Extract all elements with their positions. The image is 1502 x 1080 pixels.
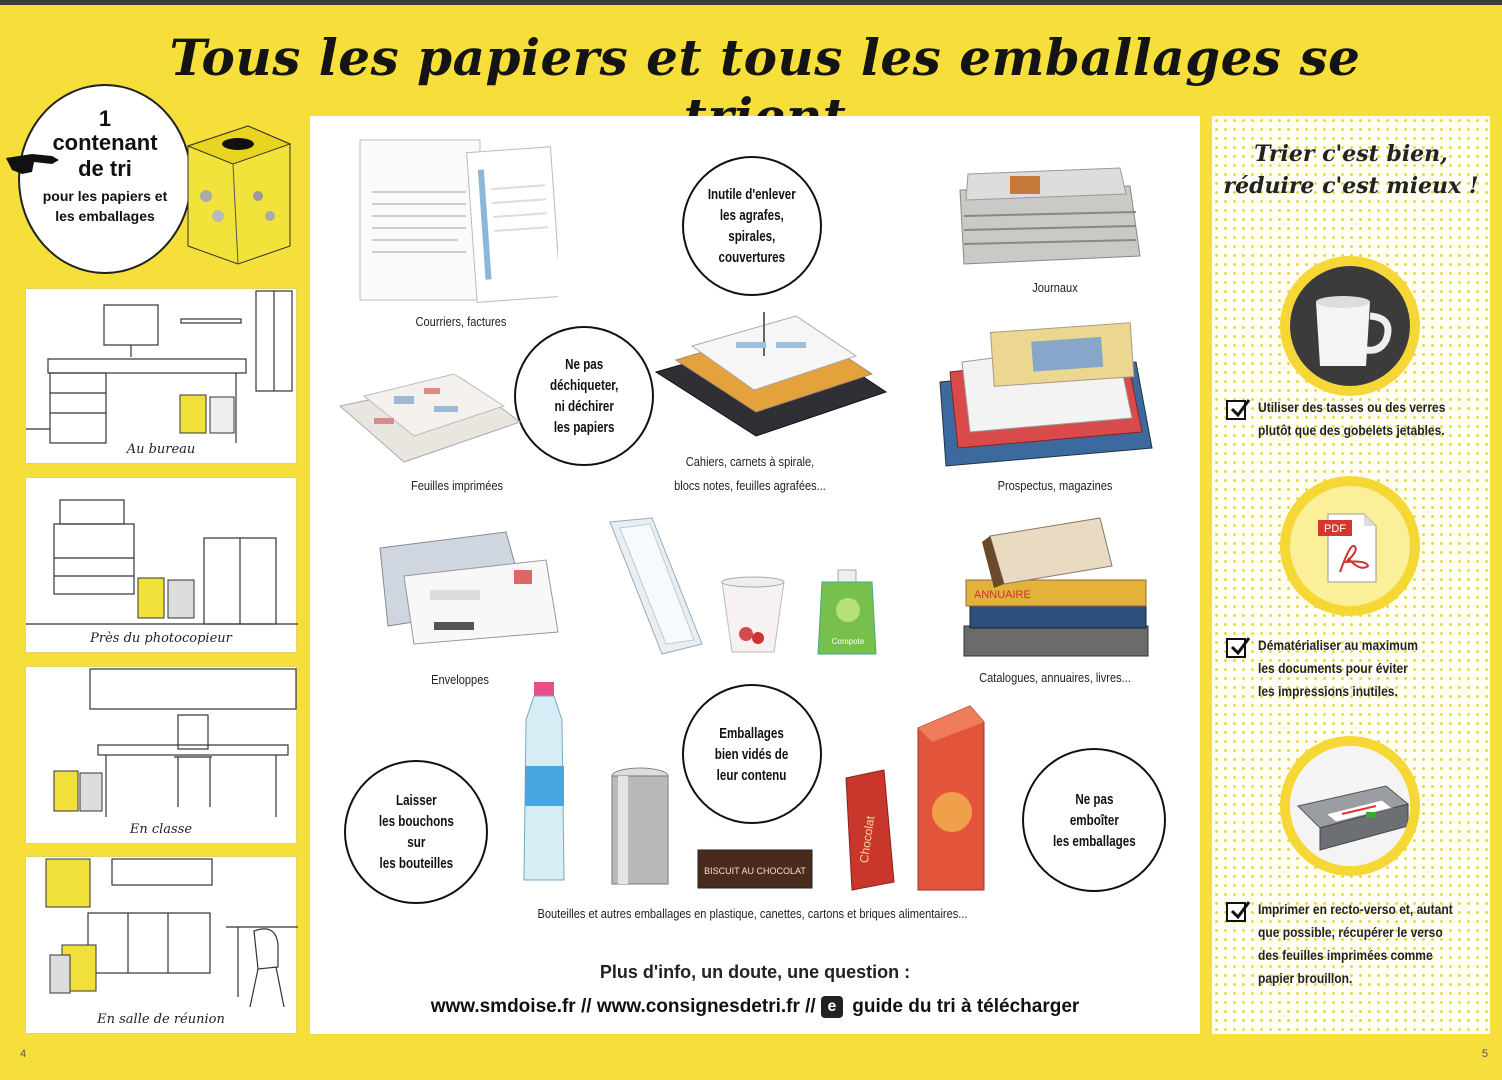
tip-text: Dématérialiser au maximum [1258,637,1418,653]
website-links[interactable]: www.smdoise.fr // www.consignesdetri.fr // [430,996,816,1018]
catalogues-photo [960,516,1160,666]
scene-caption: Au bureau [126,442,196,457]
circle-text: emboîter [1069,811,1119,829]
annuaire-text: ANNUAIRE [974,589,1031,601]
info-question: Plus d'info, un doute, une question : [599,962,911,982]
tip-text: Imprimer en recto-verso et, autant [1258,901,1453,917]
copier-drawing [26,478,298,654]
bubble-word-2: de tri [78,156,132,181]
mug-photo [1290,266,1410,386]
reduce-title-line: réduire c'est mieux ! [1223,173,1479,199]
biscuit-pack-photo [696,844,814,892]
top-border [0,0,1502,5]
circle-text: sur [406,834,426,851]
circle-text: ni déchirer [554,398,614,415]
scene-copier [25,477,297,653]
bubble-number: 1 [98,106,112,131]
circle-text: déchiqueter, [549,377,619,394]
biscuit-text: BISCUIT AU CHOCOLAT [704,866,806,876]
printer-icon [1290,746,1410,866]
tip-text: que possible, récupérer le verso [1258,924,1443,940]
tip-text: les documents pour éviter [1258,660,1408,676]
circle-text: Laisser [395,792,437,809]
circle-text: les agrafes, [720,207,784,224]
tip-text: plutôt que des gobelets jetables. [1258,422,1445,438]
water-bottle-photo [516,680,572,890]
circle-text: spirales, [728,228,776,245]
label-enveloppes: Enveloppes [431,672,489,687]
tip-circle-staples [682,156,822,296]
bubble-word: contenant [52,130,158,155]
envelopes-photo [374,526,564,646]
label-journaux: Journaux [1032,280,1078,295]
compote-text: Compote [831,637,865,646]
circle-text: les bouchons [378,813,454,830]
tip-text: papier brouillon. [1258,970,1353,986]
pointing-hand-icon [4,140,64,180]
circle-text: couvertures [718,249,786,266]
label-prospectus: Prospectus, magazines [997,478,1113,493]
tip-duplex [1226,898,1486,990]
printer-photo [1290,746,1410,866]
pdf-text: PDF [1324,523,1346,535]
checkbox-icon [1226,400,1246,420]
scene-office [25,288,297,464]
tip-text: les impressions inutiles. [1258,683,1398,699]
office-drawing [26,289,298,465]
label-bouteilles: Bouteilles et autres emballages en plastique, canettes, cartons et briques alimentaires... [537,906,968,921]
pdf-ring [1280,476,1420,616]
reduce-title-line: Trier c'est bien, [1254,141,1448,167]
circle-text: les bouteilles [379,855,453,872]
guide-download-text[interactable]: guide du tri à télécharger [852,996,1080,1018]
circle-text: les papiers [553,419,615,436]
printed-sheets-photo [334,366,524,466]
label-catalogues: Catalogues, annuaires, livres... [979,670,1131,685]
meeting-room-drawing [26,857,298,1035]
notebooks-photo [646,312,896,442]
label-cahiers-2: blocs notes, feuilles agrafées... [674,478,826,493]
sorting-bin-image [178,116,296,266]
tip-dematerialize [1226,634,1486,703]
yogurt-cup-photo [718,576,788,656]
circle-text: bien vidés de [715,745,789,763]
chocolat-text: Chocolat [856,815,878,864]
circle-text: Inutile d'enlever [708,186,796,203]
tip-circle-empty [682,684,822,824]
tip-text: Utiliser des tasses ou des verres [1258,399,1446,415]
scene-caption: En classe [129,822,193,837]
printer-ring [1280,736,1420,876]
circle-text: les emballages [1052,832,1136,850]
circle-text: Emballages [719,724,785,742]
info-links [310,996,1200,1018]
chocolate-carton-photo [838,768,898,892]
reduce-tips-panel [1212,116,1490,1034]
label-courriers: Courriers, factures [415,314,507,329]
scene-caption: En salle de réunion [97,1012,225,1027]
tip-text: des feuilles imprimées comme [1258,947,1433,963]
scene-caption: Près du photocopieur [90,631,232,646]
mug-ring [1280,256,1420,396]
tip-circle-no-shred [514,326,654,466]
label-cahiers-1: Cahiers, carnets à spirale, [685,454,815,469]
sorting-items-panel [310,116,1200,1034]
bubble-detail-2: les emballages [55,208,155,224]
page-number-left: 4 [20,1048,27,1060]
circle-text: leur contenu [717,766,787,784]
soda-can-photo [608,766,672,890]
pdf-icon [1290,486,1410,606]
circle-text: Ne pas [564,356,604,373]
scene-classroom [25,666,297,844]
scene-meeting-room [25,856,297,1034]
tip-cups [1226,396,1486,442]
sandwich-pack-photo [606,516,706,656]
letters-photo [358,138,558,308]
pdf-photo [1290,486,1410,606]
page-number-right: 5 [1481,1048,1488,1060]
mug-icon [1290,266,1410,386]
label-feuilles: Feuilles imprimées [410,478,504,493]
cereal-box-photo [914,702,988,892]
tip-circle-no-nesting [1022,748,1166,892]
circle-text: Ne pas [1074,790,1114,808]
tip-circle-caps [344,760,488,904]
reduce-title [1212,138,1490,202]
checkbox-icon [1226,638,1246,658]
magazines-photo [936,322,1156,472]
checkbox-icon [1226,902,1246,922]
bubble-detail: pour les papiers et [42,188,168,204]
page-title: Tous les papiers et tous les emballages se [169,28,1361,87]
guide-icon: e [821,996,843,1018]
newspapers-photo [950,160,1150,270]
classroom-drawing [26,667,298,845]
compote-pouch-photo [816,568,880,658]
